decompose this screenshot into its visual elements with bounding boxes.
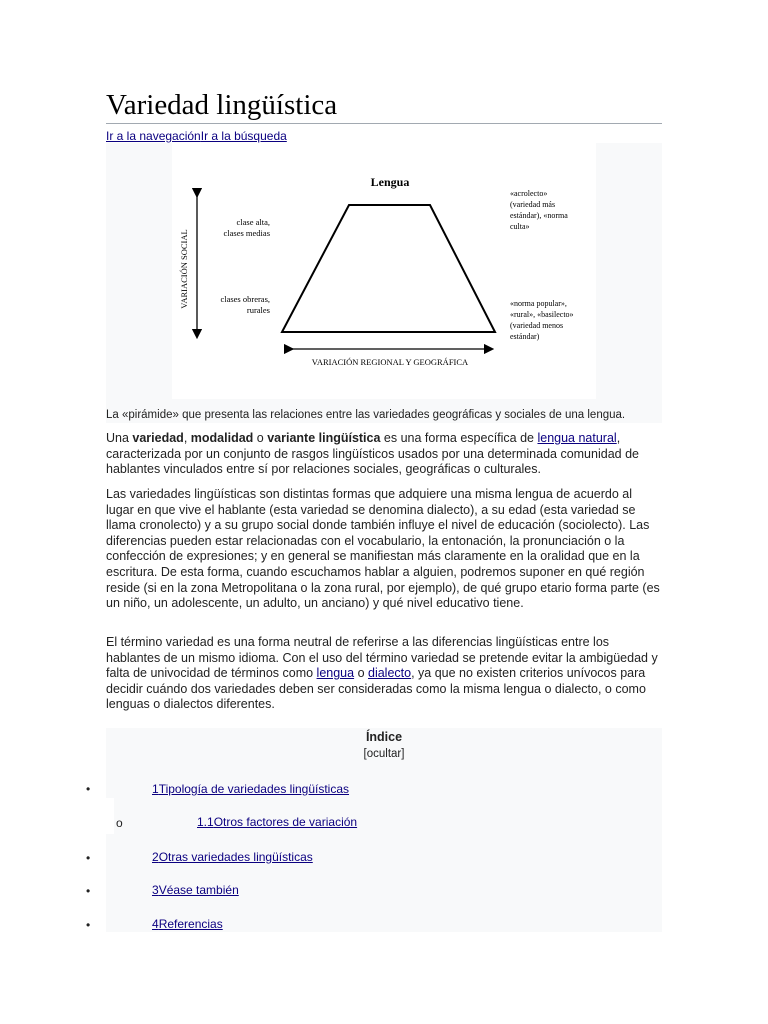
figure-caption: La «pirámide» que presenta las relaciones entre las variedades geográficas y sociales de una lengua.	[106, 409, 626, 421]
toc-number: 4	[152, 917, 159, 931]
toc-link[interactable]	[152, 782, 349, 796]
bold-term: variante lingüística	[267, 431, 381, 445]
toc-item-4[interactable]	[152, 917, 223, 931]
toc-item-3[interactable]	[152, 883, 239, 897]
toc-item-2[interactable]	[152, 850, 313, 864]
toc-link[interactable]	[152, 917, 223, 931]
toc-label: Otras variedades lingüísticas	[158, 850, 313, 864]
toc-gap	[106, 798, 114, 834]
dialecto-link[interactable]: dialecto	[368, 666, 412, 681]
label-acrolect-4: culta»	[510, 222, 530, 231]
label-working-class-1: clases obreras,	[220, 294, 270, 304]
horizontal-axis-label: VARIACIÓN REGIONAL Y GEOGRÁFICA	[311, 357, 469, 367]
toc-bullet: •	[86, 918, 91, 932]
toc-bullet: •	[86, 851, 91, 865]
text-run: , caracterizada por un conjunto de rasgos lingüísticos usados por una determinada comunidad de hablantes vinculados entre sí por relaciones sociales, geográficas o culturales.	[106, 431, 639, 477]
pyramid-shape	[282, 205, 495, 332]
toc-number: 1	[152, 782, 159, 796]
toc-label: Tipología de variedades lingüísticas	[158, 782, 350, 796]
toc-link[interactable]	[152, 850, 313, 864]
toc-link[interactable]	[152, 883, 239, 897]
intro-paragraph-3	[106, 635, 662, 713]
bold-term: modalidad	[190, 431, 254, 445]
toc-title: Índice	[365, 730, 403, 744]
label-basilect-3: (variedad menos	[510, 321, 564, 330]
label-upper-class-2: clases medias	[223, 228, 270, 238]
toc-number: 2	[152, 850, 159, 864]
text-run: Una	[106, 431, 133, 445]
toc-bullet: •	[86, 782, 91, 796]
lengua-link[interactable]: lengua	[316, 666, 355, 681]
toc-label: Referencias	[158, 917, 223, 931]
natural-language-link[interactable]: lengua natural	[537, 431, 617, 445]
toc-toggle[interactable]: [ocultar]	[363, 748, 405, 760]
text-run: El término variedad es una forma neutral de referirse a las diferencias lingüísticas entre los hablantes de un mismo idioma. Con el uso del término variedad se pretende evitar la ambigüedad y falta de univocidad de términos como	[106, 635, 658, 681]
pyramid-diagram	[172, 143, 596, 399]
table-of-contents	[106, 728, 662, 932]
bold-term: variedad	[132, 431, 184, 445]
label-working-class-2: rurales	[246, 305, 270, 315]
title-divider	[106, 123, 662, 124]
jump-links	[106, 129, 287, 143]
text-run: es una forma específica de	[380, 431, 538, 445]
toc-label: Véase también	[158, 883, 239, 897]
toc-number: 3	[152, 883, 159, 897]
toc-item-1-1[interactable]	[197, 815, 357, 829]
text-run: , ya que no existen criterios unívocos para decidir cuándo dos variedades deben ser consideradas como la misma lengua o dialecto, o como lenguas o dialectos diferentes.	[106, 666, 646, 712]
page-title: Variedad lingüística	[106, 89, 338, 121]
vertical-axis-label: VARIACIÓN SOCIAL	[179, 229, 189, 309]
intro-paragraph-2: Las variedades lingüísticas son distintas formas que adquiere una misma lengua de acuerdo al lugar en que vive el hablante (esta variedad se denomina dialecto), a su edad (esta variedad se llama cronolecto) y a su grupo social donde también influye el nivel de educación (sociolecto). Las diferencias pueden estar relacionadas con el vocabulario, la entonación, la pronunciación o la confección de expresiones; y en general se manifiestan más claramente en la oralidad que en la escritura. De esta forma, cuando escuchamos hablar a alguien, podremos suponer en qué región reside (si en la zona Metropolitana o la zona rural, por ejemplo), de qué grupo etario forma parte (es un niño, un adolescente, un adulto, un anciano) y qué nivel educativo tiene.	[106, 487, 660, 611]
label-upper-class-1: clase alta,	[236, 217, 270, 227]
jump-to-navigation-link[interactable]: Ir a la navegación	[106, 129, 201, 143]
toc-link[interactable]	[197, 815, 357, 829]
toc-number: 1.1	[197, 815, 214, 829]
label-basilect-1: «norma popular»,	[510, 299, 567, 308]
toc-bullet: o	[116, 816, 123, 830]
diagram-heading: Lengua	[370, 175, 410, 189]
label-acrolect-3: estándar), «norma	[510, 211, 568, 220]
intro-paragraph-1	[106, 431, 662, 478]
label-basilect-4: estándar)	[510, 332, 540, 341]
jump-to-search-link[interactable]: Ir a la búsqueda	[200, 129, 287, 143]
toc-label: Otros factores de variación	[213, 815, 358, 829]
label-basilect-2: «rural», «basilecto»	[510, 310, 574, 319]
toc-bullet: •	[86, 884, 91, 898]
text-run: ,	[183, 431, 191, 445]
text-run: o	[354, 666, 368, 681]
thumbnail-figure	[106, 143, 662, 423]
label-acrolect-2: (variedad más	[510, 200, 556, 209]
text-run: o	[253, 431, 268, 445]
toc-item-1[interactable]	[152, 782, 349, 796]
label-acrolect-1: «acrolecto»	[510, 189, 548, 198]
